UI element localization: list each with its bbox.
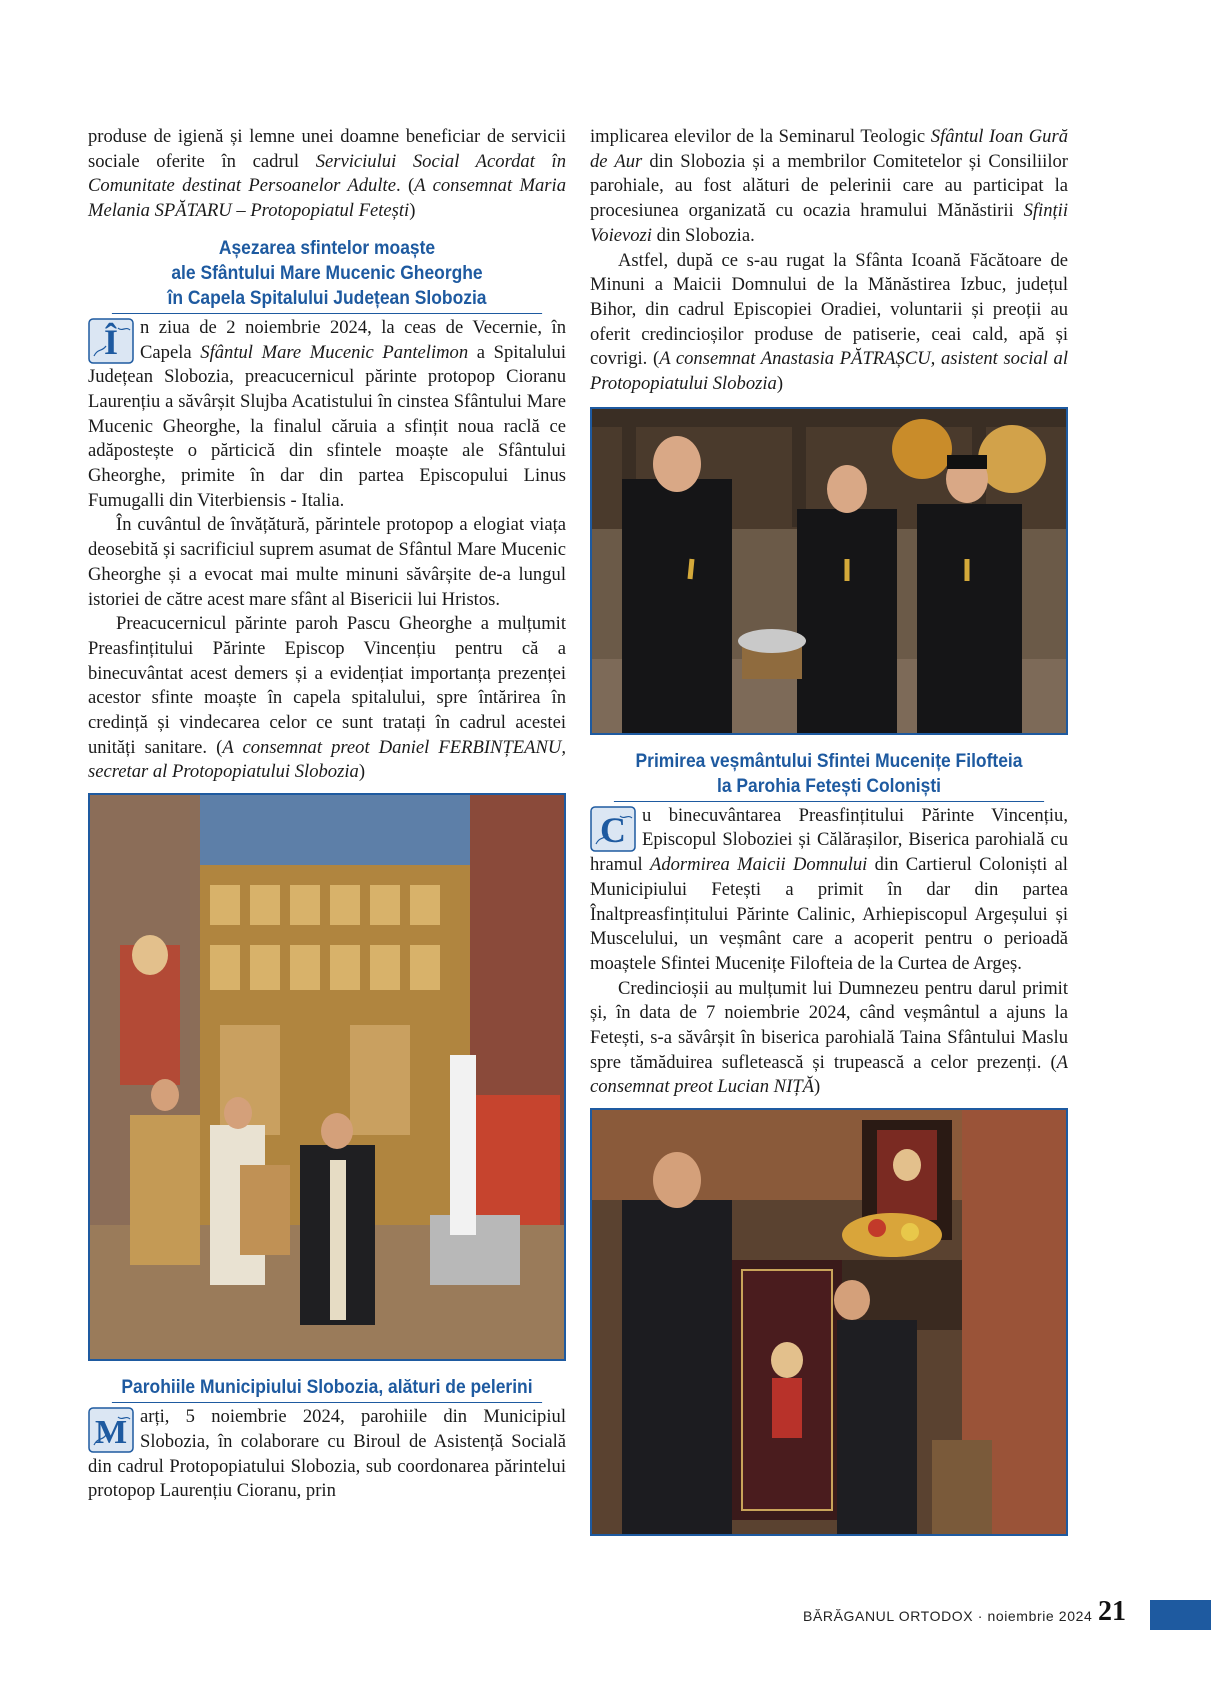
left-column	[88, 125, 566, 1504]
article3-paragraph-1: C u binecuvântarea Preasfințitului Părinte Vincențiu, Episcopul Sloboziei și Călărașilor, Biserica parohială cu hramul Adormirea Maicii Domnului din Cartierul Coloniști al Municipiului Fetești a primit în dar din partea Înaltpreasfințitului Părinte Calinic, Arhiepiscopul Argeșului și Muscelului, un veșmânt care a acoperit pentru o perioadă moaștele Sfintei Mucenițe Filofteia de la Curtea de Argeș.	[590, 804, 1068, 974]
article1-paragraph-1: Î n ziua de 2 noiembrie 2024, la ceas de Vecernie, în Capela Sfântul Mare Mucenic Pantelimon a Spitalului Județean Slobozia, preacucernicul părinte protopop Cioranu Laurențiu a săvârșit Slujba Acatistului în cinstea Sfântului Mare Mucenic Gheorghe, la finalul căruia a sfințit noua raclă ce adăpostește o părticică din sfintele moaște ale Sfântului Gheorghe, primite în dar din partea Episcopului Linus Fumugalli din Viterbiensis - Italia.	[88, 316, 566, 511]
page-number: 21	[1098, 1596, 1126, 1627]
svg-text:C: C	[600, 809, 626, 850]
article1-paragraph-3: Preacucernicul părinte paroh Pascu Gheorghe a mulțumit Preasfințitului Părinte Episcop Vincențiu pentru că a binecuvântat acest demers și a evidențiat importanța prezenței acestor sfinte moaște în capela spitalului, spre întărirea în credință și vindecarea celor ce sunt tratați în cadrul acestei unități sanitare. (A consemnat preot Daniel FERBINȚEANU, secretar al Protopopiatului Slobozia)	[88, 613, 566, 783]
dropcap-m-icon	[88, 1407, 134, 1453]
continuation-paragraph: implicarea elevilor de la Seminarul Teologic Sfântul Ioan Gură de Aur din Slobozia și a membrilor Comitetelor și Consiliilor parohiale, au fost alături de pelerinii care au participat la procesiunea organizată cu ocazia hramului Mănăstirii Sfinții Voievozi din Slobozia.	[590, 126, 1068, 246]
intro-paragraph: produse de igienă și lemne unei doamne beneficiar de servicii sociale oferite în cadrul Serviciului Social Acordat în Comunitate destinat Persoanelor Adulte. (A consemnat Maria Melania SPĂTARU – Protopopiatul Fetești)	[88, 126, 567, 222]
dropcap-i-icon	[88, 318, 134, 364]
article-title-relics: Așezarea sfintelor moaște ale Sfântului Mare Mucenic Gheorghe în Capela Spitalului Județean Slobozia	[112, 236, 542, 314]
article3-paragraph-2: Credincioșii au mulțumit lui Dumnezeu pentru darul primit și, în data de 7 noiembrie 2024, când veșmântul a ajuns la Fetești, s-a săvârșit în biserica parohială Taina Sfântului Maslu spre tămăduirea sufletească și trupească a celor prezenți. (A consemnat preot Lucian NIȚĂ)	[590, 977, 1068, 1098]
article1-paragraph-2: În cuvântul de învățătură, părintele protopop a elogiat viața deosebită și sacrificiul suprem asumat de Sfântul Mare Mucenic Gheorghe și a evocat mai multe minuni săvârșite de-a lungul istoriei de către acest mare sfânt al Bisericii lui Hristos.	[88, 514, 566, 610]
footer-publication: BĂRĂGANUL ORTODOX · noiembrie 2024	[803, 1608, 1093, 1624]
vestment-photo	[590, 1108, 1068, 1536]
article2-paragraph-1: M arți, 5 noiembrie 2024, parohiile din Municipiul Slobozia, în colaborare cu Biroul de Asistență Socială din cadrul Protopopiatului Slobozia, sub coordonarea părintelui protopop Laurențiu Cioranu, prin	[88, 1406, 566, 1502]
right-column	[590, 125, 1068, 1542]
svg-text:Î: Î	[103, 321, 119, 362]
article-title-pilgrims: Parohiile Municipiului Slobozia, alături de pelerini	[112, 1375, 542, 1403]
priests-photo	[590, 407, 1068, 735]
article-title-vestment: Primirea veșmântului Sfintei Mucenițe Filofteia la Parohia Fetești Coloniști	[614, 749, 1044, 802]
chapel-iconostasis-photo	[88, 793, 566, 1361]
pilgrims-paragraph-2: Astfel, după ce s-au rugat la Sfânta Icoană Făcătoare de Minuni a Maicii Domnului de la Mănăstirea Izbuc, județul Bihor, din cadrul Episcopiei Oradiei, voluntarii și preoții au oferit credincioșilor produse de patiserie, ceai cald, apă și covrigi. (A consemnat Anastasia PĂTRAȘCU, asistent social al Protopopiatului Slobozia)	[590, 249, 1068, 395]
footer-accent-bar	[1150, 1600, 1211, 1630]
svg-text:M: M	[94, 1414, 128, 1452]
dropcap-c-icon	[590, 806, 636, 852]
